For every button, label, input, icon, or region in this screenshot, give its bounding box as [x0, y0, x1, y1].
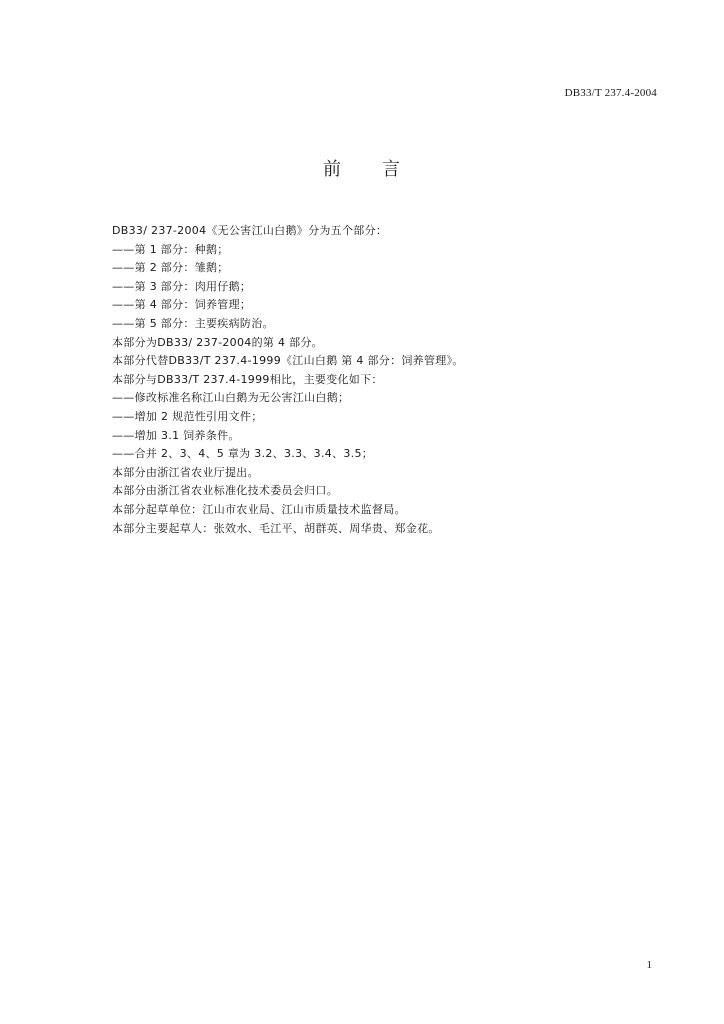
title-char-2: 言 — [382, 159, 401, 180]
body-line: 本部分与DB33/T 237.4-1999相比，主要变化如下： — [112, 372, 383, 386]
body-line: ——修改标准名称江山白鹅为无公害江山白鹅； — [112, 391, 350, 405]
body-line: 本部分为DB33/ 237-2004的第 4 部分。 — [112, 335, 323, 349]
body-line: 本部分主要起草人：张效水、毛江平、胡群英、周华贵、郑金花。 — [112, 521, 440, 535]
page-number: 1 — [646, 959, 652, 971]
body-line: 本部分起草单位：江山市农业局、江山市质量技术监督局。 — [112, 502, 406, 516]
body-line: ——第 2 部分：雏鹅； — [112, 261, 229, 275]
foreword-body — [112, 222, 652, 538]
body-line: ——第 1 部分：种鹅； — [112, 242, 229, 256]
body-line: ——合并 2、3、4、5 章为 3.2、3.3、3.4、3.5； — [112, 447, 374, 461]
title-char-1: 前 — [323, 159, 342, 180]
page-title — [0, 155, 724, 181]
document-code: DB33/T 237.4-2004 — [564, 87, 657, 99]
body-line: ——第 4 部分：饲养管理； — [112, 298, 252, 312]
body-line: ——第 5 部分：主要疾病防治。 — [112, 316, 274, 330]
body-line: 本部分由浙江省农业厅提出。 — [112, 465, 259, 479]
body-line: 本部分代替DB33/T 237.4-1999《江山白鹅 第 4 部分：饲养管理》。 — [112, 354, 464, 368]
body-line: 本部分由浙江省农业标准化技术委员会归口。 — [112, 484, 338, 498]
body-line: ——第 3 部分：肉用仔鹅； — [112, 279, 252, 293]
body-line: DB33/ 237-2004《无公害江山白鹅》分为五个部分： — [112, 224, 388, 237]
body-line: ——增加 2 规范性引用文件； — [112, 409, 263, 423]
body-line: ——增加 3.1 饲养条件。 — [112, 428, 240, 442]
